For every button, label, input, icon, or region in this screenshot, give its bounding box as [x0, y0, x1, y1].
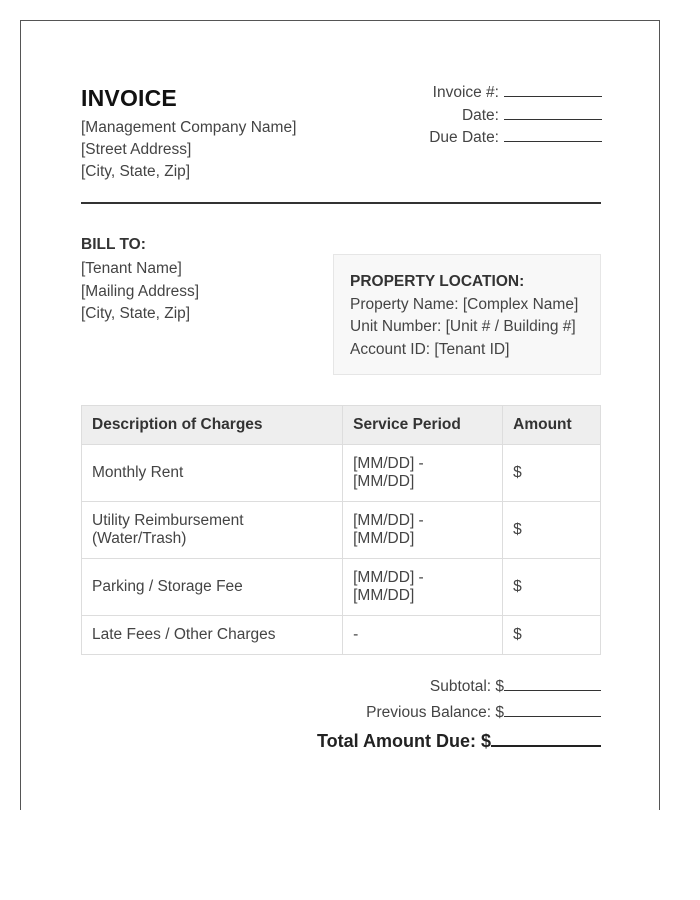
table-row: [82, 502, 601, 559]
totals-block: [300, 676, 601, 757]
property-location-box: [333, 254, 601, 375]
charge-description: Monthly Rent: [82, 445, 343, 502]
charge-amount: $: [503, 559, 601, 616]
header-divider: [81, 202, 601, 204]
charges-table: [81, 405, 601, 655]
bill-to-heading: BILL TO:: [81, 236, 146, 253]
company-info: [81, 117, 296, 183]
previous-balance-label: Previous Balance: $: [366, 704, 504, 721]
charge-period: -: [343, 616, 503, 655]
charge-period: [MM/DD] - [MM/DD]: [343, 445, 503, 502]
invoice-meta: [400, 82, 602, 150]
charge-amount: $: [503, 502, 601, 559]
date-blank: [504, 105, 602, 120]
date-row: [400, 105, 602, 128]
subtotal-row: [300, 676, 601, 702]
header-description: Description of Charges: [82, 406, 343, 445]
due-date-row: [400, 127, 602, 150]
mailing-address: [Mailing Address]: [81, 282, 200, 300]
tenant-city: [City, State, Zip]: [81, 305, 191, 322]
company-street: [Street Address]: [81, 141, 192, 158]
invoice-number-label: Invoice #:: [432, 84, 499, 101]
charge-amount: $: [503, 445, 601, 502]
property-heading: PROPERTY LOCATION:: [350, 273, 525, 290]
header-amount: Amount: [503, 406, 601, 445]
date-label: Date:: [461, 106, 499, 124]
invoice-number-blank: [504, 82, 602, 97]
table-header-row: [82, 406, 601, 445]
total-due-label: Total Amount Due: $: [317, 731, 491, 751]
due-date-blank: [504, 127, 602, 142]
property-name: Property Name: [Complex Name]: [350, 295, 579, 313]
table-row: [82, 559, 601, 616]
table-row: [82, 445, 601, 502]
charge-period: [MM/DD] - [MM/DD]: [343, 559, 503, 616]
table-row: [82, 616, 601, 655]
total-due-row: [300, 731, 601, 757]
charge-description: Utility Reimbursement (Water/Trash): [82, 502, 343, 559]
account-id: Account ID: [Tenant ID]: [350, 340, 510, 358]
header-service-period: Service Period: [343, 406, 503, 445]
due-date-label: Due Date:: [429, 129, 499, 146]
total-due-blank: [491, 731, 601, 747]
company-name: [Management Company Name]: [81, 119, 297, 136]
unit-number: Unit Number: [Unit # / Building #]: [350, 318, 576, 335]
charge-amount: $: [503, 616, 601, 655]
invoice-title: INVOICE: [81, 85, 177, 111]
bill-to-block: [81, 258, 199, 326]
company-city: [City, State, Zip]: [81, 163, 191, 180]
subtotal-blank: [504, 676, 601, 691]
subtotal-label: Subtotal: $: [429, 678, 504, 695]
charge-description: Late Fees / Other Charges: [82, 616, 343, 655]
previous-balance-row: [300, 702, 601, 728]
invoice-number-row: [400, 82, 602, 105]
charge-description: Parking / Storage Fee: [82, 559, 343, 616]
tenant-name: [Tenant Name]: [81, 260, 182, 277]
previous-balance-blank: [504, 702, 601, 717]
charge-period: [MM/DD] - [MM/DD]: [343, 502, 503, 559]
